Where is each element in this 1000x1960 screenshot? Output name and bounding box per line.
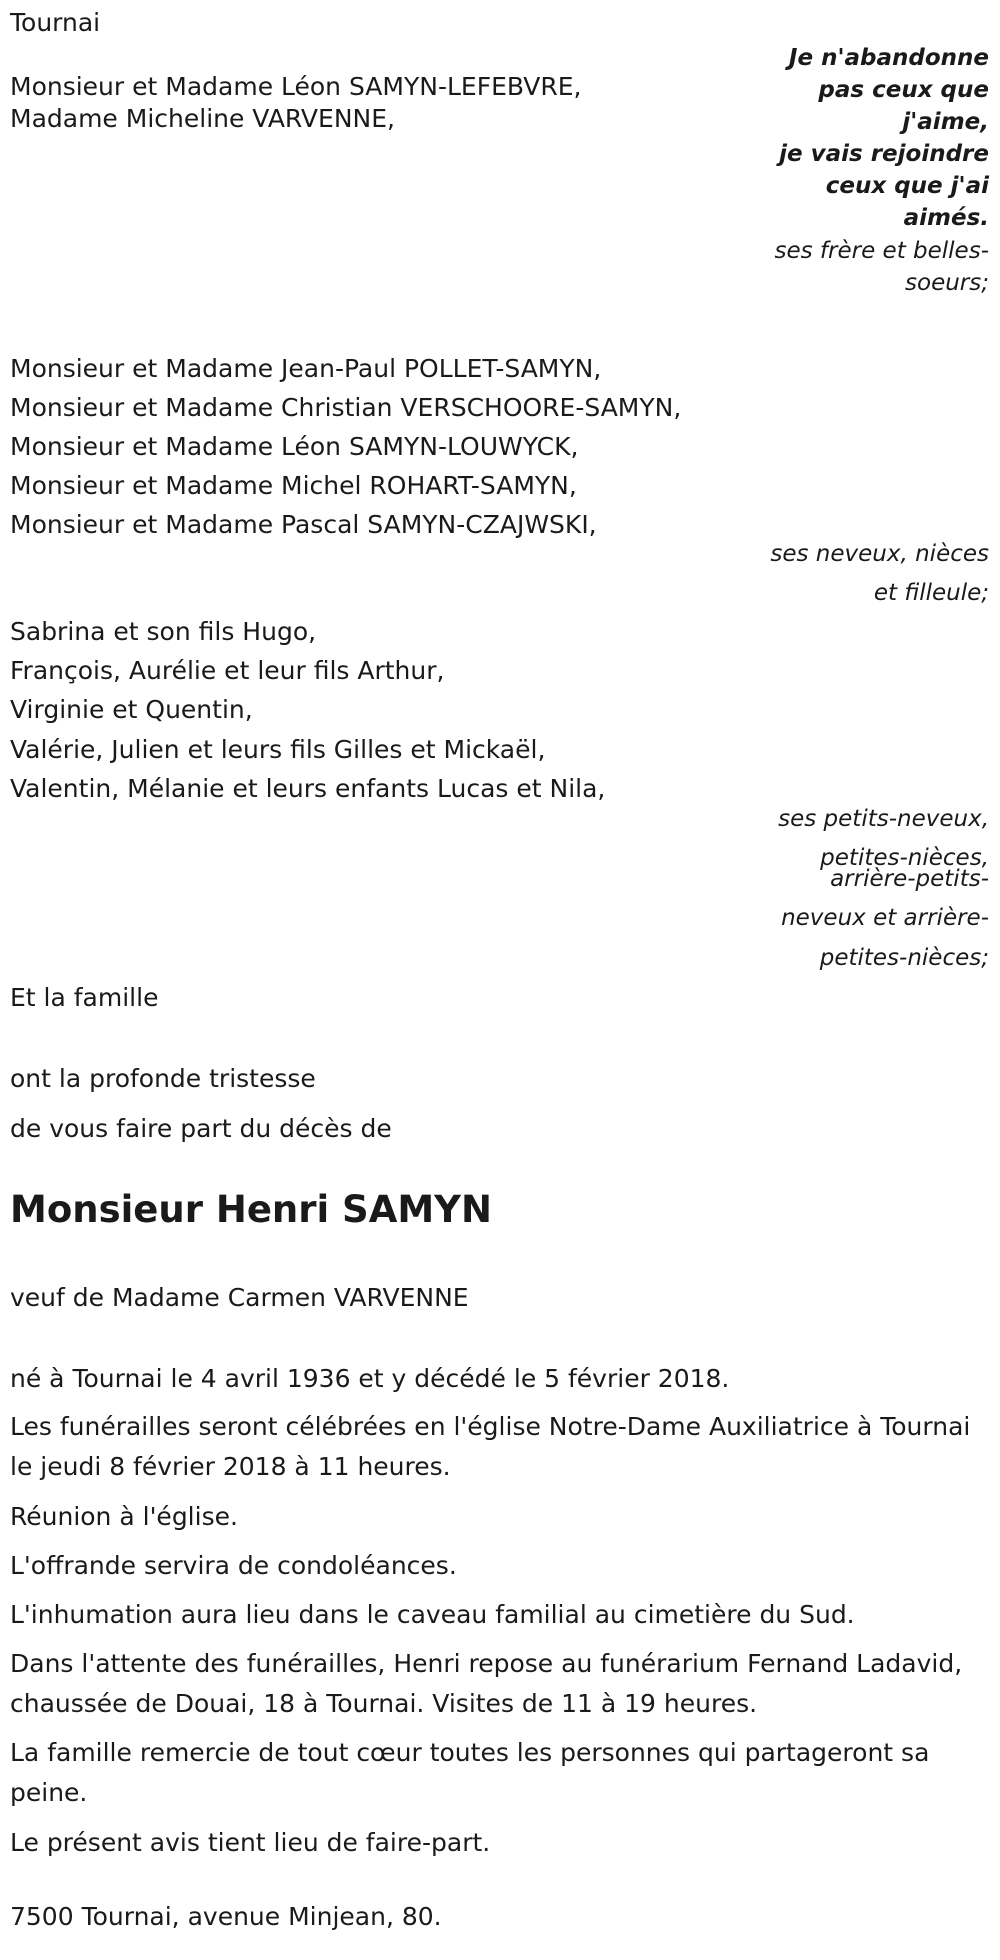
mourner-name: Virginie et Quentin,	[10, 695, 253, 724]
quote-line: ceux que j'ai	[825, 173, 989, 199]
quote-line: j'aime,	[902, 109, 989, 135]
mourner-name: Madame Micheline VARVENNE,	[10, 104, 395, 133]
relationship-label: neveux et arrière-	[781, 905, 989, 931]
mourner-name: Monsieur et Madame Christian VERSCHOORE-SAMYN,	[10, 393, 682, 422]
relationship-label: et filleule;	[873, 580, 989, 606]
mourner-name: Valentin, Mélanie et leurs enfants Lucas et Nila,	[10, 774, 606, 803]
announcement-line: de vous faire part du décès de	[10, 1114, 392, 1143]
mourner-name: Monsieur et Madame Jean-Paul POLLET-SAMYN,	[10, 354, 602, 383]
relationship-label: arrière-petits-	[830, 866, 989, 892]
detail-offering: L'offrande servira de condoléances.	[10, 1551, 457, 1580]
widower-line: veuf de Madame Carmen VARVENNE	[10, 1283, 469, 1312]
relationship-label: ses neveux, nièces	[770, 541, 989, 567]
announcement-line: ont la profonde tristesse	[10, 1064, 316, 1093]
quote-line: je vais rejoindre	[779, 141, 989, 167]
relationship-label: ses frère et belles-	[774, 238, 989, 264]
detail-thanks: La famille remercie de tout cœur toutes les personnes qui partageront sa peine.	[10, 1738, 930, 1807]
quote-line: Je n'abandonne	[788, 45, 989, 71]
relationship-label: petites-nièces,	[820, 845, 989, 871]
family-line: Et la famille	[10, 983, 159, 1012]
relationship-label: petites-nièces;	[819, 945, 989, 971]
mourner-name: Monsieur et Madame Léon SAMYN-LOUWYCK,	[10, 432, 579, 461]
address-line: 7500 Tournai, avenue Minjean, 80.	[10, 1902, 442, 1931]
detail-birth-death: né à Tournai le 4 avril 1936 et y décédé le 5 février 2018.	[10, 1364, 730, 1393]
mourner-name: Monsieur et Madame Léon SAMYN-LEFEBVRE,	[10, 72, 582, 101]
detail-funeral: Les funérailles seront célébrées en l'église Notre-Dame Auxiliatrice à Tournai le jeudi 8 février 2018 à 11 heures.	[10, 1412, 971, 1481]
mourner-name: François, Aurélie et leur fils Arthur,	[10, 656, 445, 685]
deceased-name: Monsieur Henri SAMYN	[10, 1188, 492, 1231]
quote-line: aimés.	[903, 205, 989, 231]
quote-line: pas ceux que	[818, 77, 989, 103]
mourner-name: Sabrina et son fils Hugo,	[10, 617, 317, 646]
relationship-label: ses petits-neveux,	[778, 806, 989, 832]
mourner-name: Monsieur et Madame Pascal SAMYN-CZAJWSKI,	[10, 510, 597, 539]
mourner-name: Monsieur et Madame Michel ROHART-SAMYN,	[10, 471, 577, 500]
detail-meeting: Réunion à l'église.	[10, 1502, 238, 1531]
detail-funerarium: Dans l'attente des funérailles, Henri repose au funérarium Fernand Ladavid, chaussée de Douai, 18 à Tournai. Visites de 11 à 19 heures.	[10, 1649, 963, 1718]
detail-notice: Le présent avis tient lieu de faire-part.	[10, 1828, 491, 1857]
relationship-label: soeurs;	[905, 270, 989, 296]
mourner-name: Valérie, Julien et leurs fils Gilles et Mickaël,	[10, 735, 546, 764]
detail-burial: L'inhumation aura lieu dans le caveau familial au cimetière du Sud.	[10, 1600, 855, 1629]
location-heading: Tournai	[10, 8, 101, 37]
